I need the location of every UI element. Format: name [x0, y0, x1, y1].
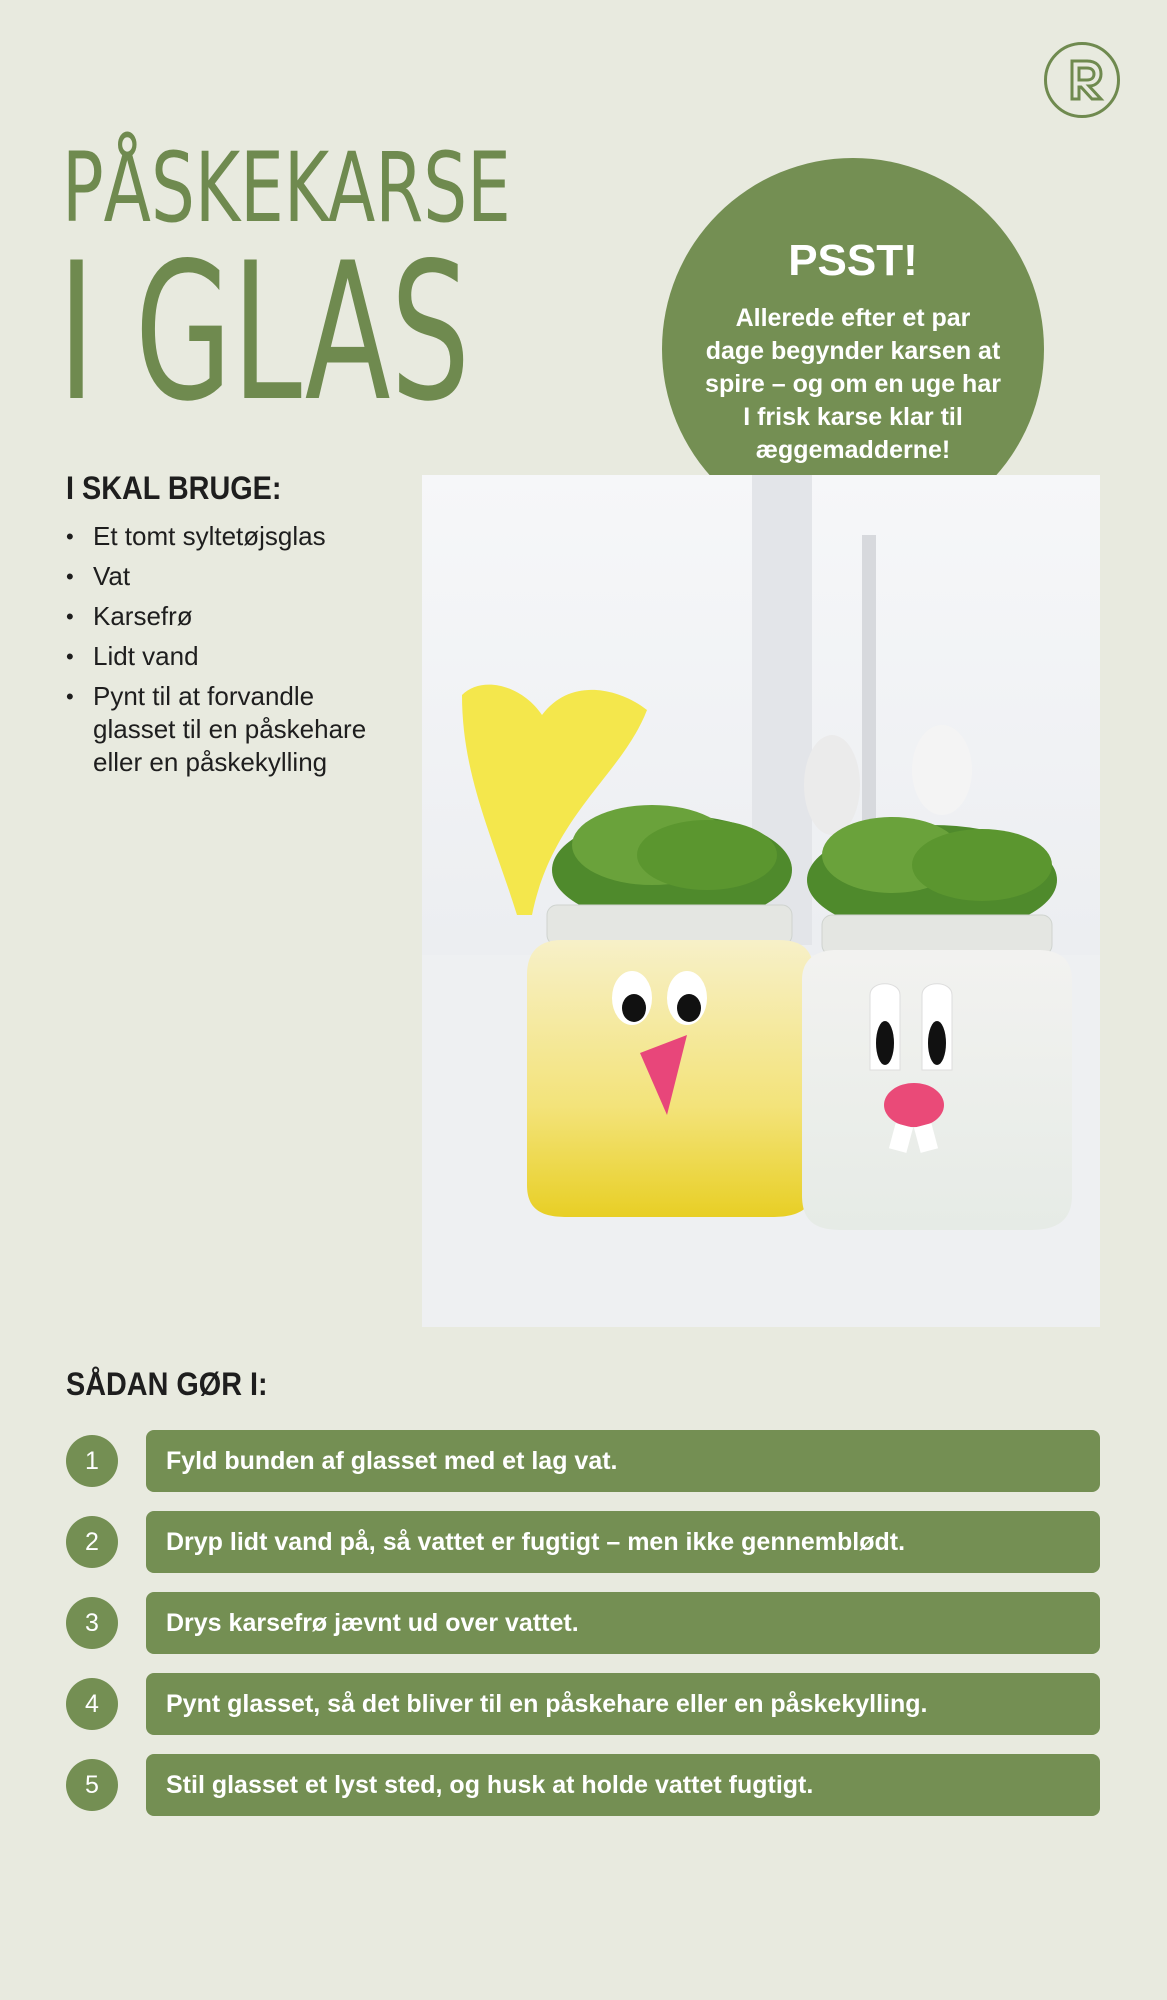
step-number: 2	[66, 1516, 118, 1568]
list-item: • Karsefrø	[66, 601, 193, 631]
step-row	[66, 1430, 1100, 1492]
brand-logo	[1044, 42, 1120, 118]
tip-text: Allerede efter et par dage begynder karsen at spire – og om en uge har I frisk karse klar til æggemadderne!	[705, 304, 1001, 464]
step-text: Fyld bunden af glasset med et lag vat.	[146, 1430, 1100, 1492]
page-title-line-2: I GLAS	[58, 222, 471, 443]
step-text: Drys karsefrø jævnt ud over vattet.	[146, 1592, 1100, 1654]
step-text: Dryp lidt vand på, så vattet er fugtigt – men ikke gennemblødt.	[146, 1511, 1100, 1573]
step-number: 5	[66, 1759, 118, 1811]
step-row	[66, 1592, 1100, 1654]
materials-heading: I SKAL BRUGE:	[66, 470, 282, 506]
brand-logo-mark	[1047, 45, 1117, 115]
list-item: • Lidt vand	[66, 641, 199, 671]
step-row	[66, 1754, 1100, 1816]
step-text: Pynt glasset, så det bliver til en påskehare eller en påskekylling.	[146, 1673, 1100, 1735]
list-item: • Pynt til at forvandle glasset til en påskehare eller en påskekylling	[66, 681, 367, 777]
page-title-line-1: PÅSKEKARSE	[62, 132, 511, 244]
step-text: Stil glasset et lyst sted, og husk at holde vattet fugtigt.	[146, 1754, 1100, 1816]
list-item: • Et tomt syltetøjsglas	[66, 521, 326, 551]
step-number: 1	[66, 1435, 118, 1487]
step-row	[66, 1673, 1100, 1735]
cress-jars-photo	[422, 475, 1100, 1327]
list-item: • Vat	[66, 561, 131, 591]
materials-list	[66, 520, 396, 786]
step-row	[66, 1511, 1100, 1573]
step-number: 4	[66, 1678, 118, 1730]
step-number: 3	[66, 1597, 118, 1649]
tip-heading: PSST!	[788, 236, 918, 285]
steps-heading: SÅDAN GØR I:	[66, 1366, 268, 1402]
